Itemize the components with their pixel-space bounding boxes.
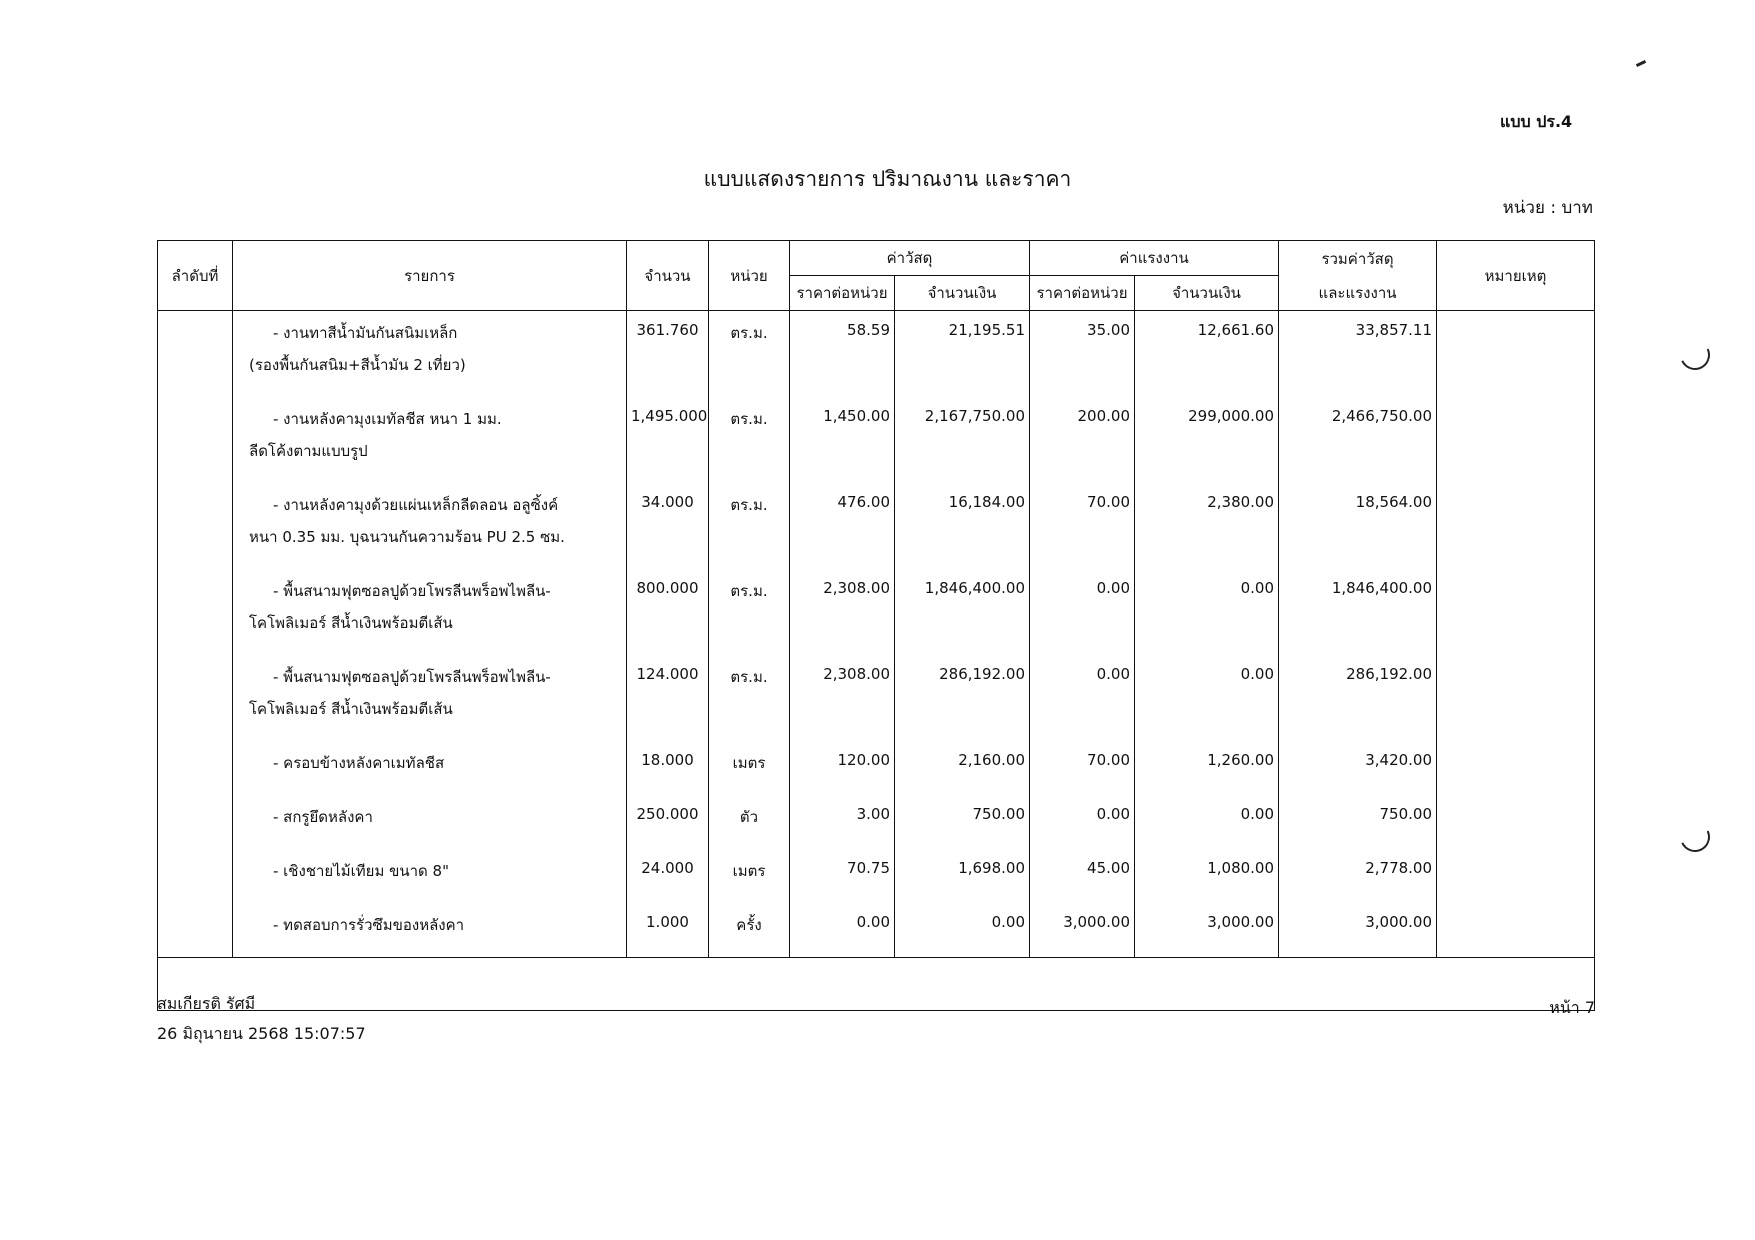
material-unit-price-cell: 2,308.00 xyxy=(790,655,895,741)
labor-unit-price-cell: 70.00 xyxy=(1030,483,1135,569)
form-code: แบบ ปร.4 xyxy=(1500,112,1573,131)
remark-cell xyxy=(1437,483,1595,569)
labor-amount-cell: 0.00 xyxy=(1135,655,1279,741)
table-row xyxy=(158,741,1595,795)
total-cell: 750.00 xyxy=(1279,795,1437,849)
table-row xyxy=(158,795,1595,849)
total-cell: 2,466,750.00 xyxy=(1279,397,1437,483)
preparer-name: สมเกียรติ รัศมี xyxy=(157,994,256,1013)
material-unit-price-cell: 0.00 xyxy=(790,903,895,958)
qty-cell: 18.000 xyxy=(627,741,709,795)
item-description: - พื้นสนามฟุตซอลปูด้วยโพรลีนพร็อพไพลีน- xyxy=(273,582,551,600)
item-description-continued: (รองพื้นกันสนิม+สีน้ำมัน 2 เที่ยว) xyxy=(249,356,466,374)
seq-cell xyxy=(158,741,233,795)
item-description: - ทดสอบการรั่วซึมของหลังคา xyxy=(273,916,465,934)
header-remark: หมายเหตุ xyxy=(1437,241,1595,311)
header-total-line1: รวมค่าวัสดุ xyxy=(1321,249,1394,268)
unit-cell: เมตร xyxy=(709,741,790,795)
table-row xyxy=(158,311,1595,398)
material-amount-cell: 1,846,400.00 xyxy=(895,569,1030,655)
labor-unit-price-cell: 70.00 xyxy=(1030,741,1135,795)
header-material-amount: จำนวนเงิน xyxy=(895,276,1030,311)
item-description-continued: หนา 0.35 มม. บุฉนวนกันความร้อน PU 2.5 ซม. xyxy=(249,528,565,546)
material-unit-price-cell: 476.00 xyxy=(790,483,895,569)
seq-cell xyxy=(158,311,233,398)
labor-amount-cell: 1,260.00 xyxy=(1135,741,1279,795)
bill-of-quantities-table xyxy=(157,240,1595,1011)
total-cell: 3,000.00 xyxy=(1279,903,1437,958)
header-seq: ลำดับที่ xyxy=(158,241,233,311)
header-labor-group: ค่าแรงงาน xyxy=(1030,241,1279,276)
labor-amount-cell: 0.00 xyxy=(1135,795,1279,849)
header-labor-amount: จำนวนเงิน xyxy=(1135,276,1279,311)
material-unit-price-cell: 58.59 xyxy=(790,311,895,398)
table-row xyxy=(158,397,1595,483)
seq-cell xyxy=(158,569,233,655)
item-description-cell xyxy=(233,483,627,569)
remark-cell xyxy=(1437,849,1595,903)
qty-cell: 361.760 xyxy=(627,311,709,398)
item-description-cell xyxy=(233,795,627,849)
unit-cell: ตร.ม. xyxy=(709,397,790,483)
remark-cell xyxy=(1437,903,1595,958)
scan-mark xyxy=(1636,60,1646,67)
qty-cell: 24.000 xyxy=(627,849,709,903)
unit-cell: ตร.ม. xyxy=(709,311,790,398)
qty-cell: 34.000 xyxy=(627,483,709,569)
item-description-cell xyxy=(233,903,627,958)
item-description-cell xyxy=(233,397,627,483)
remark-cell xyxy=(1437,397,1595,483)
item-description-cell xyxy=(233,311,627,398)
page-number: หน้า 7 xyxy=(1549,998,1595,1017)
header-total-line2: และแรงงาน xyxy=(1318,283,1397,302)
remark-cell xyxy=(1437,741,1595,795)
item-description-continued: โคโพลิเมอร์ สีน้ำเงินพร้อมตีเส้น xyxy=(249,614,453,632)
unit-cell: ตร.ม. xyxy=(709,483,790,569)
unit-cell: ตัว xyxy=(709,795,790,849)
item-description-cell xyxy=(233,741,627,795)
item-description: - เชิงชายไม้เทียม ขนาด 8" xyxy=(273,862,449,880)
item-description: - งานทาสีน้ำมันกันสนิมเหล็ก xyxy=(273,324,458,342)
document-title: แบบแสดงรายการ ปริมาณงาน และราคา xyxy=(703,167,1072,191)
total-cell: 18,564.00 xyxy=(1279,483,1437,569)
seq-cell xyxy=(158,483,233,569)
item-description-continued: ลีดโค้งตามแบบรูป xyxy=(249,442,368,460)
total-cell: 3,420.00 xyxy=(1279,741,1437,795)
remark-cell xyxy=(1437,311,1595,398)
qty-cell: 1.000 xyxy=(627,903,709,958)
seq-cell xyxy=(158,903,233,958)
material-unit-price-cell: 3.00 xyxy=(790,795,895,849)
table-row xyxy=(158,849,1595,903)
table-footer-row xyxy=(158,958,1595,1011)
labor-amount-cell: 2,380.00 xyxy=(1135,483,1279,569)
item-description-cell xyxy=(233,569,627,655)
table-row xyxy=(158,655,1595,741)
labor-unit-price-cell: 45.00 xyxy=(1030,849,1135,903)
remark-cell xyxy=(1437,655,1595,741)
unit-cell: ตร.ม. xyxy=(709,569,790,655)
qty-cell: 250.000 xyxy=(627,795,709,849)
remark-cell xyxy=(1437,795,1595,849)
table-footer-cell xyxy=(158,958,1595,1011)
material-unit-price-cell: 70.75 xyxy=(790,849,895,903)
punch-hole-mark xyxy=(1676,336,1714,374)
qty-cell: 1,495.000 xyxy=(627,397,709,483)
labor-amount-cell: 1,080.00 xyxy=(1135,849,1279,903)
remark-cell xyxy=(1437,569,1595,655)
material-amount-cell: 0.00 xyxy=(895,903,1030,958)
labor-unit-price-cell: 200.00 xyxy=(1030,397,1135,483)
material-amount-cell: 21,195.51 xyxy=(895,311,1030,398)
material-amount-cell: 2,160.00 xyxy=(895,741,1030,795)
unit-cell: ตร.ม. xyxy=(709,655,790,741)
item-description-cell xyxy=(233,655,627,741)
seq-cell xyxy=(158,655,233,741)
table-row xyxy=(158,903,1595,958)
material-amount-cell: 750.00 xyxy=(895,795,1030,849)
item-description: - งานหลังคามุงเมทัลชีส หนา 1 มม. xyxy=(273,410,502,428)
item-description: - สกรูยึดหลังคา xyxy=(273,808,373,826)
item-description-continued: โคโพลิเมอร์ สีน้ำเงินพร้อมตีเส้น xyxy=(249,700,453,718)
header-unit: หน่วย xyxy=(709,241,790,311)
labor-unit-price-cell: 35.00 xyxy=(1030,311,1135,398)
header-qty: จำนวน xyxy=(627,241,709,311)
total-cell: 286,192.00 xyxy=(1279,655,1437,741)
header-labor-unit-price: ราคาต่อหน่วย xyxy=(1030,276,1135,311)
unit-cell: ครั้ง xyxy=(709,903,790,958)
labor-amount-cell: 299,000.00 xyxy=(1135,397,1279,483)
labor-amount-cell: 0.00 xyxy=(1135,569,1279,655)
header-material-unit-price: ราคาต่อหน่วย xyxy=(790,276,895,311)
material-amount-cell: 1,698.00 xyxy=(895,849,1030,903)
labor-unit-price-cell: 3,000.00 xyxy=(1030,903,1135,958)
print-timestamp: 26 มิถุนายน 2568 15:07:57 xyxy=(157,1024,366,1043)
seq-cell xyxy=(158,795,233,849)
labor-amount-cell: 3,000.00 xyxy=(1135,903,1279,958)
labor-unit-price-cell: 0.00 xyxy=(1030,655,1135,741)
currency-unit-note: หน่วย : บาท xyxy=(1502,198,1593,218)
item-description: - พื้นสนามฟุตซอลปูด้วยโพรลีนพร็อพไพลีน- xyxy=(273,668,551,686)
unit-cell: เมตร xyxy=(709,849,790,903)
total-cell: 2,778.00 xyxy=(1279,849,1437,903)
material-unit-price-cell: 2,308.00 xyxy=(790,569,895,655)
qty-cell: 800.000 xyxy=(627,569,709,655)
material-unit-price-cell: 1,450.00 xyxy=(790,397,895,483)
seq-cell xyxy=(158,849,233,903)
material-amount-cell: 2,167,750.00 xyxy=(895,397,1030,483)
total-cell: 1,846,400.00 xyxy=(1279,569,1437,655)
material-amount-cell: 16,184.00 xyxy=(895,483,1030,569)
seq-cell xyxy=(158,397,233,483)
labor-unit-price-cell: 0.00 xyxy=(1030,795,1135,849)
material-amount-cell: 286,192.00 xyxy=(895,655,1030,741)
item-description: - งานหลังคามุงด้วยแผ่นเหล็กลีดลอน อลูซิ้งค์ xyxy=(273,496,559,514)
material-unit-price-cell: 120.00 xyxy=(790,741,895,795)
header-item: รายการ xyxy=(233,241,627,311)
labor-unit-price-cell: 0.00 xyxy=(1030,569,1135,655)
item-description-cell xyxy=(233,849,627,903)
table-row xyxy=(158,569,1595,655)
item-description: - ครอบข้างหลังคาเมทัลชีส xyxy=(273,754,445,772)
header-total xyxy=(1279,241,1437,311)
labor-amount-cell: 12,661.60 xyxy=(1135,311,1279,398)
punch-hole-mark xyxy=(1676,818,1714,856)
total-cell: 33,857.11 xyxy=(1279,311,1437,398)
table-row xyxy=(158,483,1595,569)
header-material-group: ค่าวัสดุ xyxy=(790,241,1030,276)
qty-cell: 124.000 xyxy=(627,655,709,741)
